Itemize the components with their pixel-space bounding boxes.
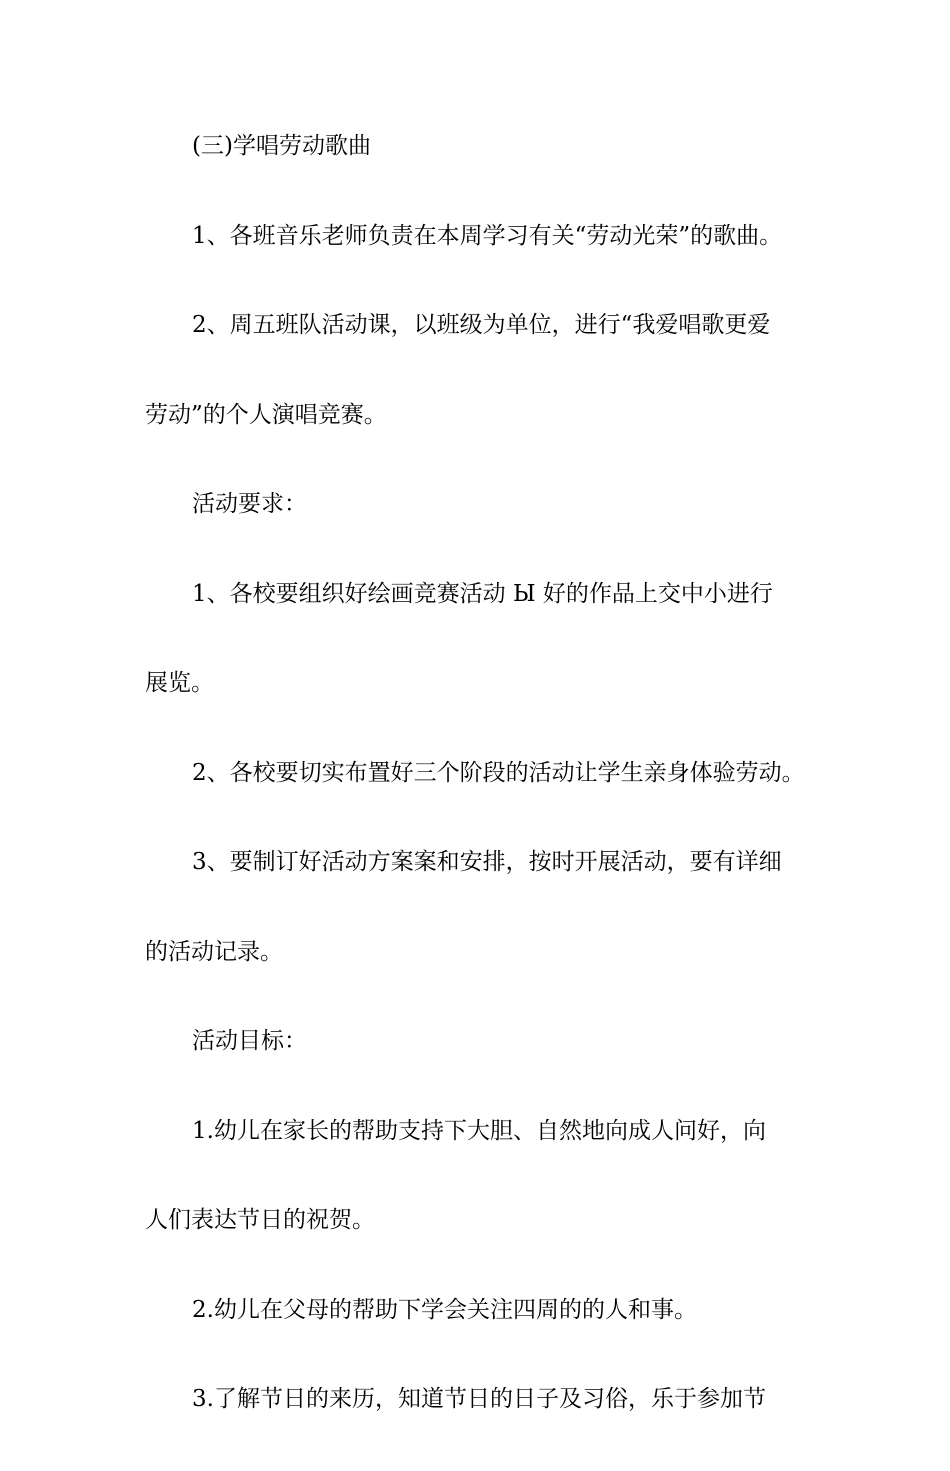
paragraph-line: 1.幼儿在家长的帮助支持下大胆、自然地向成人问好，向	[192, 1117, 766, 1144]
paragraph-line: 人们表达节日的祝贺。	[145, 1207, 375, 1233]
paragraph-line: 展览。	[145, 670, 214, 696]
paragraph-line: 3.了解节日的来历，知道节日的日子及习俗，乐于参加节	[192, 1386, 766, 1412]
paragraph-line: 1、各校要组织好绘画竞赛活动 Ы 好的作品上交中小进行	[192, 580, 773, 607]
paragraph-line: 3、要制订好活动方案案和安排，按时开展活动，要有详细	[192, 849, 782, 875]
paragraph-line: 的活动记录。	[145, 938, 283, 965]
paragraph-line: 劳动”的个人演唱竞赛。	[145, 401, 387, 428]
paragraph-line: 2、各校要切实布置好三个阶段的活动让学生亲身体验劳动。	[192, 759, 805, 786]
paragraph-line: 1、各班音乐老师负责在本周学习有关“劳动光荣”的歌曲。	[192, 222, 783, 249]
paragraph-line: 2.幼儿在父母的帮助下学会关注四周的的人和事。	[192, 1296, 697, 1323]
subheading-goals: 活动目标：	[192, 1028, 307, 1054]
section-heading: (三)学唱劳动歌曲	[192, 133, 371, 159]
paragraph-line: 2、周五班队活动课，以班级为单位，进行“我爱唱歌更爱	[192, 312, 771, 338]
subheading-requirements: 活动要求：	[192, 491, 307, 517]
document-body	[145, 128, 810, 1471]
